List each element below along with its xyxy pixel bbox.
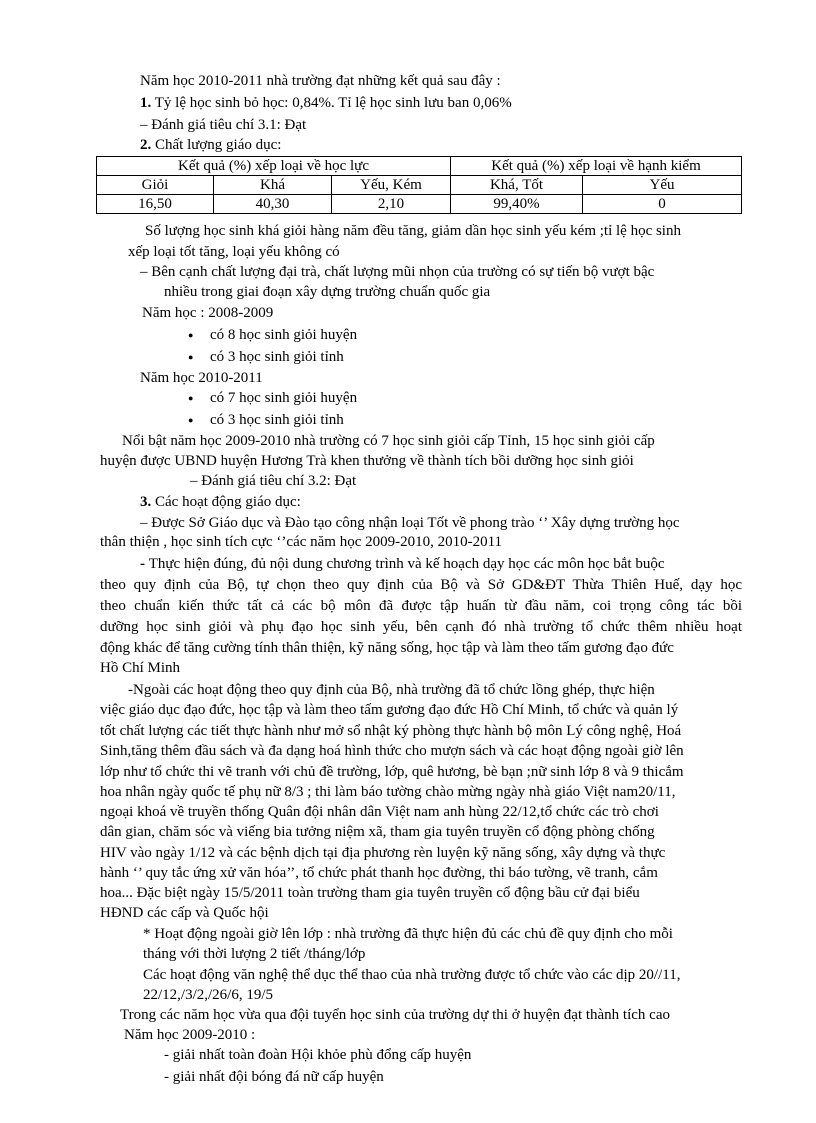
implementation-line-2: theo quy định của Bộ, tự chọn theo quy định của Bộ và Sở GD&ĐT Thừa Thiên Huế, dạy học bbox=[100, 577, 742, 593]
other-activities-11: hoa... Đặc biệt ngày 15/5/2011 toàn trường tham gia tuyên truyền cổ động bầu cử đại biểu bbox=[100, 885, 640, 901]
other-activities-10: hành ‘’ quy tắc ứng xử văn hóa’’, tổ chức phát thanh học đường, thi báo tường, vẽ tranh, cắm bbox=[100, 865, 658, 881]
intro-line: Năm học 2010-2011 nhà trường đạt những kết quả sau đây : bbox=[140, 73, 501, 89]
recognition-line-2: thân thiện , học sinh tích cực ‘’các năm học 2009-2010, 2010-2011 bbox=[100, 534, 503, 550]
val-yeu-kem: 2,10 bbox=[332, 195, 451, 214]
other-activities-3: tốt chất lượng các tiết thực hành như mở sổ nhật ký phòng thực hành bộ môn Lý công nghệ, Hoá bbox=[100, 723, 682, 739]
implementation-line-6: Hồ Chí Minh bbox=[100, 660, 181, 676]
other-activities-6: hoa nhân ngày quốc tế phụ nữ 8/3 ; thi làm báo tường chào mừng ngày nhà giáo Việt nam20/11, bbox=[100, 784, 676, 800]
summary-line-2: xếp loại tốt tăng, loại yếu không có bbox=[128, 244, 340, 260]
val-kha: 40,30 bbox=[214, 195, 332, 214]
val-gioi: 16,50 bbox=[97, 195, 214, 214]
other-activities-12: HĐND các cấp và Quốc hội bbox=[100, 905, 269, 921]
other-activities-7: ngoại khoá về truyền thống Quân đội nhân dân Việt nam anh hùng 22/12,tổ chức các trò chơi bbox=[100, 804, 659, 820]
col-yeu-kem: Yếu, Kém bbox=[332, 176, 451, 195]
implementation-text: Thực hiện đúng, đủ nội dung chương trình và kế hoạch dạy học các môn học bắt buộc bbox=[148, 556, 665, 572]
col-yeu: Yếu bbox=[583, 176, 742, 195]
year-2008-heading: Năm học : 2008-2009 bbox=[142, 305, 274, 321]
table-header-row bbox=[97, 157, 742, 176]
other-activities-9: HIV vào ngày 1/12 và các bệnh dịch tại địa phương rèn luyện kỹ năng sống, xây dựng và thực bbox=[100, 845, 666, 861]
item-2-text: Chất lượng giáo dục: bbox=[155, 137, 282, 153]
other-activities-1: -Ngoài các hoạt động theo quy định của Bộ, nhà trường đã tổ chức lồng ghép, thực hiện bbox=[128, 682, 655, 698]
year-2009-heading: Năm học 2009-2010 : bbox=[124, 1027, 256, 1043]
item-3-text: Các hoạt động giáo dục: bbox=[155, 494, 301, 510]
item-2-number: 2. bbox=[140, 137, 152, 153]
val-yeu: 0 bbox=[583, 195, 742, 214]
list-item: - giải nhất toàn đoàn Hội khỏe phù đổng cấp huyện bbox=[164, 1047, 472, 1063]
dash-line-1a: – Bên cạnh chất lượng đại trà, chất lượng mũi nhọn của trường có sự tiến bộ vượt bậc bbox=[140, 264, 655, 280]
implementation-dash: - bbox=[140, 556, 149, 572]
highlight-line-2: huyện được UBND huyện Hương Trà khen thưởng về thành tích bồi dưỡng học sinh giỏi bbox=[100, 453, 634, 469]
item-1-line bbox=[140, 94, 512, 112]
extracurricular-line-2: tháng với thời lượng 2 tiết /tháng/lớp bbox=[143, 946, 366, 962]
item-1-text: Tỷ lệ học sinh bỏ học: 0,84%. Tỉ lệ học sinh lưu ban 0,06% bbox=[154, 95, 512, 111]
col-kha: Khá bbox=[214, 176, 332, 195]
highlight-line-1: Nổi bật năm học 2009-2010 nhà trường có 7 học sinh giỏi cấp Tỉnh, 15 học sinh giỏi cấp bbox=[122, 433, 655, 449]
header-conduct: Kết quả (%) xếp loại về hạnh kiểm bbox=[451, 157, 742, 176]
table-column-row bbox=[97, 176, 742, 195]
summary-line-1: Số lượng học sinh khá giỏi hàng năm đều tăng, giảm dần học sinh yếu kém ;tỉ lệ học sinh bbox=[145, 223, 681, 239]
col-kha-tot: Khá, Tốt bbox=[451, 176, 583, 195]
table-row bbox=[97, 195, 742, 214]
implementation-line-4: dưỡng học sinh giỏi và phụ đạo học sinh yếu, bên cạnh đó nhà trường tổ chức thêm nhiều hoạt bbox=[100, 619, 742, 635]
val-kha-tot: 99,40% bbox=[451, 195, 583, 214]
eval-3-1: – Đánh giá tiêu chí 3.1: Đạt bbox=[140, 117, 307, 133]
other-activities-4: Sinh,tăng thêm đầu sách và đa dạng hoá hình thức cho mượn sách và các hoạt động ngoài giờ lên bbox=[100, 743, 684, 759]
item-2-line bbox=[140, 136, 281, 154]
item-3-line bbox=[140, 493, 301, 511]
arts-line-2: 22/12,/3/2,/26/6, 19/5 bbox=[143, 987, 274, 1003]
list-item: ● có 7 học sinh giỏi huyện bbox=[210, 389, 357, 407]
dash-line-1b: nhiều trong giai đoạn xây dựng trường chuẩn quốc gia bbox=[164, 284, 491, 300]
other-activities-2: việc giáo dục đạo đức, học tập và làm theo tấm gương đạo đức Hồ Chí Minh, tổ chức và quản lý bbox=[100, 702, 679, 718]
item-3-number: 3. bbox=[140, 494, 152, 510]
implementation-line-5: động khác để tăng cường tính thân thiện, kỹ năng sống, học tập và làm theo tấm gương đạo đức bbox=[100, 640, 674, 656]
list-item: - giải nhất đội bóng đá nữ cấp huyện bbox=[164, 1069, 384, 1085]
col-gioi: Giỏi bbox=[97, 176, 214, 195]
header-academic: Kết quả (%) xếp loại về học lực bbox=[97, 157, 451, 176]
item-1-number: 1. bbox=[140, 95, 152, 111]
recognition-line-1: – Được Sở Giáo dục và Đào tạo công nhận loại Tốt về phong trào ‘’ Xây dựng trường học bbox=[140, 515, 680, 531]
year-2010-heading: Năm học 2010-2011 bbox=[140, 370, 263, 386]
list-item: ● có 8 học sinh giỏi huyện bbox=[210, 326, 357, 344]
arts-line-1: Các hoạt động văn nghệ thể dục thể thao của nhà trường được tổ chức vào các dịp 20//11, bbox=[143, 967, 681, 983]
other-activities-5: lớp như tổ chức thi vẽ tranh với chủ đề trường, lớp, quê hương, bè bạn ;nữ sinh lớp 8 và 9 thicắm bbox=[100, 764, 684, 780]
extracurricular-line-1: * Hoạt động ngoài giờ lên lớp : nhà trường đã thực hiện đủ các chủ đề quy định cho mỗi bbox=[143, 926, 673, 942]
implementation-line-1 bbox=[140, 555, 664, 573]
grades-table bbox=[96, 156, 742, 214]
implementation-line-3: theo chuẩn kiến thức tất cả các bộ môn đã được tập huấn từ đầu năm, coi trọng công tác bồi bbox=[100, 598, 742, 614]
list-item: ● có 3 học sinh giỏi tỉnh bbox=[210, 348, 344, 366]
eval-3-2: – Đánh giá tiêu chí 3.2: Đạt bbox=[190, 473, 357, 489]
team-results-line: Trong các năm học vừa qua đội tuyển học sinh của trường dự thi ở huyện đạt thành tích cao bbox=[120, 1007, 670, 1023]
list-item: ● có 3 học sinh giỏi tỉnh bbox=[210, 411, 344, 429]
other-activities-8: dân gian, chăm sóc và viếng bia tưởng niệm xã, tham gia tuyên truyền cổ động phòng chống bbox=[100, 824, 655, 840]
